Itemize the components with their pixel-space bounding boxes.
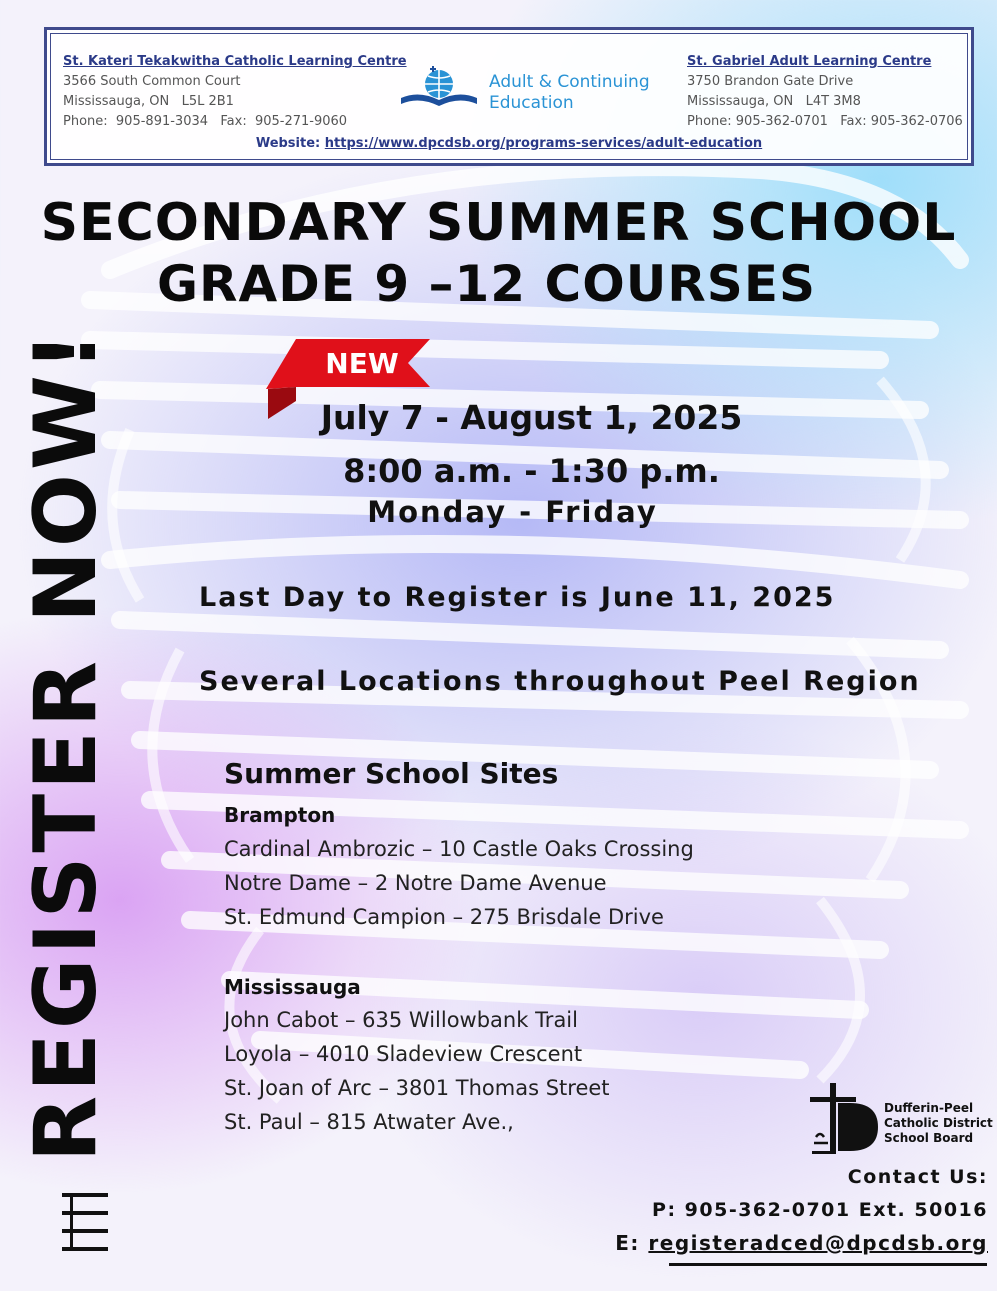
contact-email-label: E: <box>615 1231 640 1255</box>
website-link[interactable]: https://www.dpcdsb.org/programs-services/adult-education <box>324 136 763 151</box>
gabriel-phone-fax: Phone: 905-362-0701 Fax: 905-362-0706 <box>687 114 963 129</box>
site-mississauga-4: St. Paul – 815 Atwater Ave., <box>224 1110 514 1134</box>
board-name-line2: Catholic District <box>884 1116 993 1130</box>
sites-heading: Summer School Sites <box>224 757 559 790</box>
board-name <box>884 1101 993 1146</box>
contact-heading: Contact Us: <box>847 1166 988 1188</box>
header-box <box>44 27 974 166</box>
locations-note: Several Locations throughout Peel Region <box>199 666 921 697</box>
site-mississauga-3: St. Joan of Arc – 3801 Thomas Street <box>224 1076 610 1100</box>
gabriel-centre-info <box>687 52 963 132</box>
schedule-hours: 8:00 a.m. - 1:30 p.m. <box>343 452 720 490</box>
logo-text-line1: Adult & Continuing <box>489 72 650 92</box>
region-mississauga: Mississauga <box>224 975 361 999</box>
kateri-address-line2: Mississauga, ON L5L 2B1 <box>63 94 234 109</box>
decorative-lines-icon <box>62 1193 110 1253</box>
region-brampton: Brampton <box>224 803 336 827</box>
adult-education-globe-book-icon <box>397 64 481 110</box>
website-line <box>47 136 971 151</box>
kateri-centre-name: St. Kateri Tekakwitha Catholic Learning Centre <box>63 54 407 69</box>
gabriel-address-line2: Mississauga, ON L4T 3M8 <box>687 94 861 109</box>
kateri-centre-info <box>63 52 407 132</box>
contact-phone: P: 905-362-0701 Ext. 50016 <box>652 1199 988 1221</box>
new-badge-label: NEW <box>325 347 399 380</box>
adult-education-logo-text <box>489 72 650 114</box>
site-brampton-1: Cardinal Ambrozic – 10 Castle Oaks Crossing <box>224 837 694 861</box>
site-brampton-3: St. Edmund Campion – 275 Brisdale Drive <box>224 905 664 929</box>
page-title-line1: SECONDARY SUMMER SCHOOL <box>40 193 957 253</box>
board-name-line1: Dufferin-Peel <box>884 1101 974 1115</box>
page-title-line2: GRADE 9 –12 COURSES <box>157 255 816 313</box>
contact-underline-divider <box>669 1263 987 1266</box>
gabriel-centre-name: St. Gabriel Adult Learning Centre <box>687 54 932 69</box>
kateri-address-line1: 3566 South Common Court <box>63 74 241 89</box>
website-label: Website: <box>255 136 321 151</box>
kateri-phone-fax: Phone: 905-891-3034 Fax: 905-271-9060 <box>63 114 348 129</box>
gabriel-address-line1: 3750 Brandon Gate Drive <box>687 74 854 89</box>
site-mississauga-2: Loyola – 4010 Sladeview Crescent <box>224 1042 583 1066</box>
logo-text-line2: Education <box>489 93 574 113</box>
schedule-days: Monday - Friday <box>367 495 658 529</box>
site-mississauga-1: John Cabot – 635 Willowbank Trail <box>224 1008 578 1032</box>
register-now-banner: REGISTER NOW! <box>16 327 116 1163</box>
site-brampton-2: Notre Dame – 2 Notre Dame Avenue <box>224 871 607 895</box>
board-name-line3: School Board <box>884 1131 974 1145</box>
contact-email-line <box>615 1231 988 1255</box>
schedule-dates: July 7 - August 1, 2025 <box>320 398 743 437</box>
dpcdsb-logo-icon <box>810 1083 882 1157</box>
registration-deadline: Last Day to Register is June 11, 2025 <box>199 582 836 613</box>
contact-email-link[interactable]: registeradced@dpcdsb.org <box>648 1231 988 1255</box>
